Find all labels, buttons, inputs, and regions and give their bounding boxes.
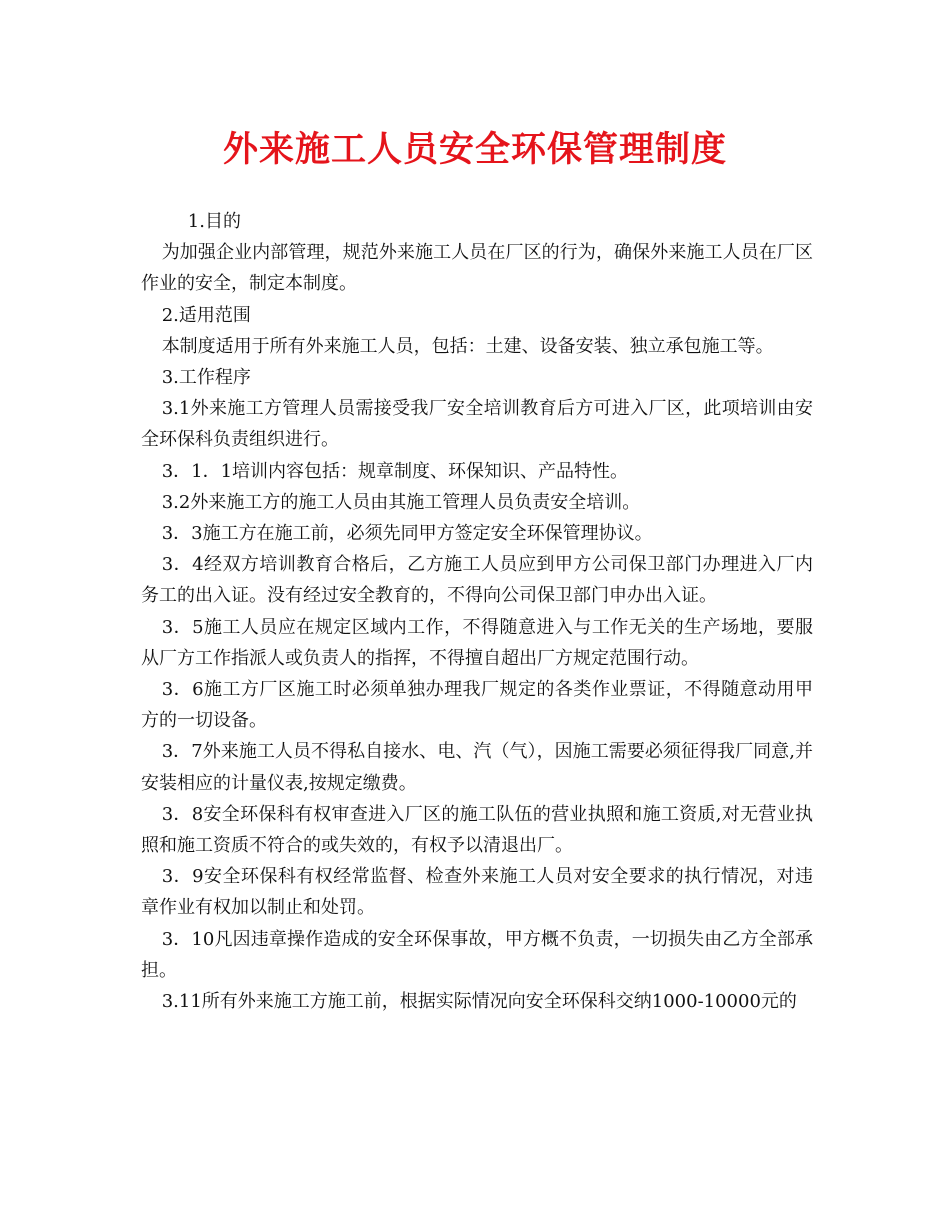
paragraph-3-2: 3.2外来施工方的施工人员由其施工管理人员负责安全培训。 [161, 491, 641, 513]
paragraph-purpose: 为加强企业内部管理，规范外来施工人员在厂区的行为，确保外来施工人员在厂区作业的安全，制定本制度。 [141, 242, 813, 295]
paragraph-3-1: 3.1外来施工方管理人员需接受我厂安全培训教育后方可进入厂区，此项培训由安全环保科负责组织进行。 [141, 398, 813, 451]
paragraph-3-8: 3．8安全环保科有权审查进入厂区的施工队伍的营业执照和施工资质,对无营业执照和施工资质不符合的或失效的，有权予以清退出厂。 [141, 803, 813, 857]
section-heading-scope: 2.适用范围 [161, 304, 251, 326]
document-title: 外来施工人员安全环保管理制度 [222, 130, 727, 170]
paragraph-3-3: 3．3施工方在施工前，必须先同甲方签定安全环保管理协议。 [161, 523, 653, 545]
paragraph-3-9: 3．9安全环保科有权经常监督、检查外来施工人员对安全要求的执行情况，对违章作业有权加以制止和处罚。 [141, 866, 813, 919]
paragraph-3-10: 3．10凡因违章操作造成的安全环保事故，甲方概不负责，一切损失由乙方全部承担。 [141, 928, 813, 981]
paragraph-3-1-1: 3．1．1培训内容包括：规章制度、环保知识、产品特性。 [161, 460, 629, 482]
paragraph-3-11: 3.11所有外来施工方施工前，根据实际情况向安全环保科交纳1000-10000元的 [161, 991, 797, 1013]
section-heading-procedure: 3.工作程序 [161, 367, 251, 389]
document-body [141, 206, 813, 1017]
paragraph-scope: 本制度适用于所有外来施工人员，包括：土建、设备安装、独立承包施工等。 [161, 335, 774, 357]
paragraph-3-4: 3．4经双方培训教育合格后，乙方施工人员应到甲方公司保卫部门办理进入厂内务工的出入证。没有经过安全教育的，不得向公司保卫部门申办出入证。 [141, 554, 813, 607]
section-heading-purpose: 1.目的 [187, 211, 241, 232]
paragraph-3-6: 3．6施工方厂区施工时必须单独办理我厂规定的各类作业票证，不得随意动用甲方的一切设备。 [141, 679, 813, 732]
paragraph-3-5: 3．5施工人员应在规定区域内工作，不得随意进入与工作无关的生产场地，要服从厂方工作指派人或负责人的指挥，不得擅自超出厂方规定范围行动。 [141, 616, 813, 669]
paragraph-3-7: 3．7外来施工人员不得私自接水、电、汽（气），因施工需要必须征得我厂同意,并安装相应的计量仪表,按规定缴费。 [141, 741, 813, 794]
